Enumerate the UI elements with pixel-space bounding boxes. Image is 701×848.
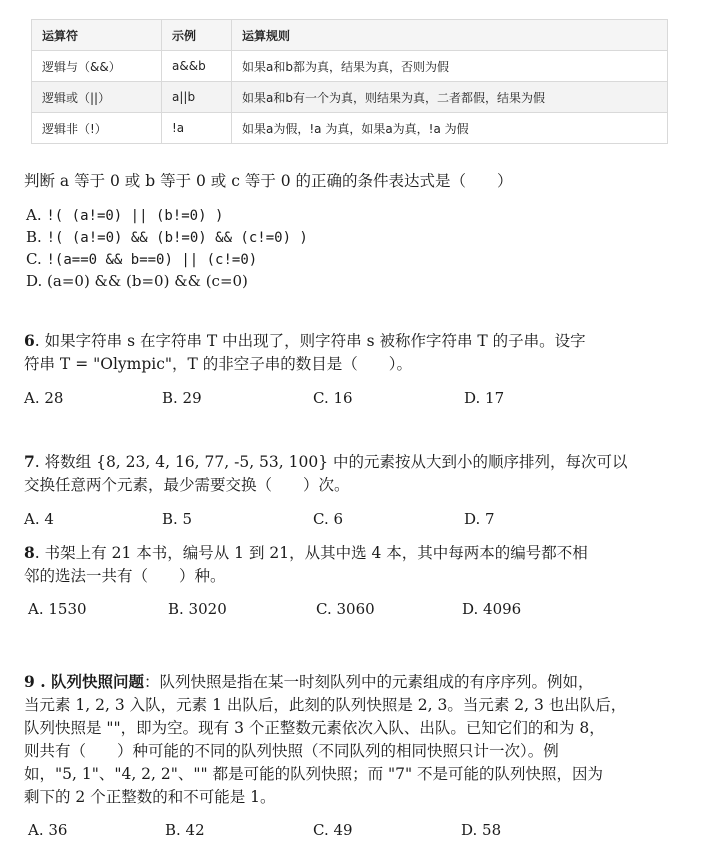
q7-option-a: A. 4: [24, 510, 54, 528]
q9-stem-line5: 如，"5, 1"、"4, 2, 2"、"" 都是可能的队列快照；而 "7" 不是可能的队列快照，因为: [24, 765, 604, 783]
q6-option-b: B. 29: [162, 389, 202, 407]
q5-option-b: [26, 228, 308, 246]
q8-option-c: C. 3060: [316, 600, 375, 618]
question-title: . 队列快照问题: [34, 672, 144, 691]
table-cell: a||b: [162, 82, 232, 113]
q7-stem-line1: [24, 450, 628, 472]
q6-stem-line2: 符串 T = "Olympic"，T 的非空子串的数目是（ ）。: [24, 355, 413, 373]
table-cell: 逻辑非（!）: [32, 113, 162, 144]
option-text: !( (a!=0) && (b!=0) && (c!=0) ): [46, 230, 308, 246]
q9-option-b: B. 42: [165, 821, 205, 839]
table-cell: 如果a和b有一个为真，则结果为真，二者都假，结果为假: [232, 82, 668, 113]
table-header-cell: 示例: [162, 20, 232, 51]
table-row: [32, 82, 668, 113]
option-label: B.: [26, 228, 47, 246]
q7-stem-line2: 交换任意两个元素，最少需要交换（ ）次。: [24, 476, 350, 494]
q9-stem-line2: 当元素 1, 2, 3 入队，元素 1 出队后，此刻的队列快照是 2, 3。当元素 2, 3 也出队后，: [24, 696, 627, 714]
table-header-cell: 运算符: [32, 20, 162, 51]
stem-text: . 如果字符串 s 在字符串 T 中出现了，则字符串 s 被称作字符串 T 的子串。设字: [34, 332, 586, 350]
stem-text: . 书架上有 21 本书，编号从 1 到 21，从其中选 4 本，其中每两本的编号都不相: [34, 544, 588, 562]
stem-text: . 将数组 {8, 23, 4, 16, 77, -5, 53, 100} 中的元素按从大到小的顺序排列，每次可以: [34, 453, 628, 471]
table-cell: 逻辑或（||）: [32, 82, 162, 113]
q6-option-a: A. 28: [24, 389, 64, 407]
question-number: 8: [24, 543, 35, 562]
q5-stem: 判断 a 等于 0 或 b 等于 0 或 c 等于 0 的正确的条件表达式是（ ）: [24, 172, 513, 190]
q9-option-d: D. 58: [461, 821, 502, 839]
q6-option-d: D. 17: [464, 389, 505, 407]
q5-option-d: [26, 272, 248, 290]
table-row: [32, 113, 668, 144]
q8-stem-line2: 邻的选法一共有（ ）种。: [24, 567, 226, 585]
q8-option-d: D. 4096: [462, 600, 522, 618]
q8-option-b: B. 3020: [168, 600, 227, 618]
q9-option-c: C. 49: [313, 821, 353, 839]
q8-stem-line1: [24, 541, 588, 563]
option-text: !( (a!=0) || (b!=0) ): [46, 208, 224, 224]
q7-option-d: D. 7: [464, 510, 495, 528]
q5-option-a: [26, 206, 223, 224]
table-cell: a&&b: [162, 51, 232, 82]
question-number: 6: [24, 331, 35, 350]
q6-stem-line1: [24, 329, 586, 351]
table-cell: 如果a为假，!a 为真，如果a为真，!a 为假: [232, 113, 668, 144]
q7-option-c: C. 6: [313, 510, 344, 528]
table-header-row: [32, 20, 668, 51]
option-text: !(a==0 && b==0) || (c!=0): [46, 252, 258, 268]
stem-text: ：队列快照是指在某一时刻队列中的元素组成的有序序列。例如，: [144, 673, 594, 691]
option-label: C.: [26, 250, 47, 268]
option-label: D.: [26, 272, 48, 290]
table-cell: 逻辑与（&&）: [32, 51, 162, 82]
option-label: A.: [26, 206, 47, 224]
q9-stem-line4: 则共有（ ）种可能的不同的队列快照（不同队列的相同快照只计一次）。例: [24, 742, 559, 760]
option-text: (a=0) && (b=0) && (c=0): [47, 272, 248, 290]
table-header-cell: 运算规则: [232, 20, 668, 51]
question-number: 7: [24, 452, 35, 471]
q9-stem-line3: 队列快照是 ""，即为空。现有 3 个正整数元素依次入队、出队。已知它们的和为 8，: [24, 719, 605, 737]
q7-option-b: B. 5: [162, 510, 193, 528]
table-row: [32, 51, 668, 82]
table-cell: !a: [162, 113, 232, 144]
logic-operator-table: [31, 19, 668, 144]
q9-stem-line1: [24, 670, 594, 692]
q8-option-a: A. 1530: [28, 600, 87, 618]
q9-stem-line6: 剩下的 2 个正整数的和不可能是 1。: [24, 788, 276, 806]
q9-option-a: A. 36: [28, 821, 68, 839]
q5-option-c: [26, 250, 257, 268]
question-number: 9: [24, 672, 35, 691]
q6-option-c: C. 16: [313, 389, 353, 407]
table-cell: 如果a和b都为真，结果为真，否则为假: [232, 51, 668, 82]
